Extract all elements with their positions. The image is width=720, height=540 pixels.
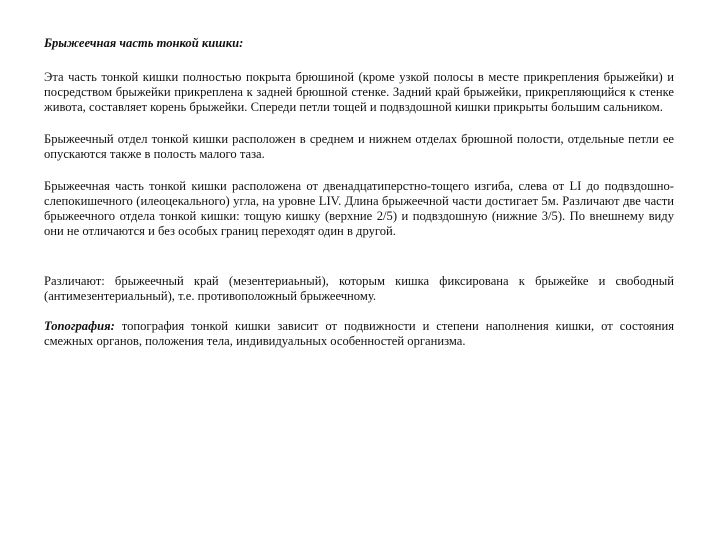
section-heading: Брыжеечная часть тонкой кишки: xyxy=(44,36,244,50)
paragraph-topography xyxy=(44,319,674,349)
paragraph-peritoneum: Эта часть тонкой кишки полностью покрыта брюшиной (кроме узкой полосы в месте прикрепления брыжейки) и посредством брыжейки прикреплена к задней брюшной стенке. Задний край брыжейки, прикрепляющийся к стенке живота, составляет корень брыжейки. Спереди петли тощей и подвздошной кишки прикрыты большим сальником. xyxy=(44,70,674,114)
document-page xyxy=(44,36,674,349)
paragraph-edges: Различают: брыжеечный край (мезентериаьный), которым кишка фиксирована к брыжейке и свободный (антимезентериальный), т.е. противоположный брыжеечному. xyxy=(44,274,674,303)
topography-text: топография тонкой кишки зависит от подвижности и степени наполнения кишки, от состояния смежных органов, положения тела, индивидуальных особенностей организма. xyxy=(44,319,674,348)
paragraph-location: Брыжеечный отдел тонкой кишки расположен в среднем и нижнем отделах брюшной полости, отдельные петли ее опускаются также в полость малого таза. xyxy=(44,132,674,161)
paragraph-extent: Брыжеечная часть тонкой кишки расположена от двенадцатиперстно-тощего изгиба, слева от LI до подвздошно-слепокишечного (илеоцекального) угла, на уровне LIV. Длина брыжеечной части достигает 5м. Различают две части брыжеечного отдела тонкой кишки: тощую кишку (верхние 2/5) и подвздошную (нижние 3/5). По внешнему виду они не отличаются и без особых границ переходят один в другой. xyxy=(44,179,674,238)
topography-label: Топография: xyxy=(44,319,115,333)
